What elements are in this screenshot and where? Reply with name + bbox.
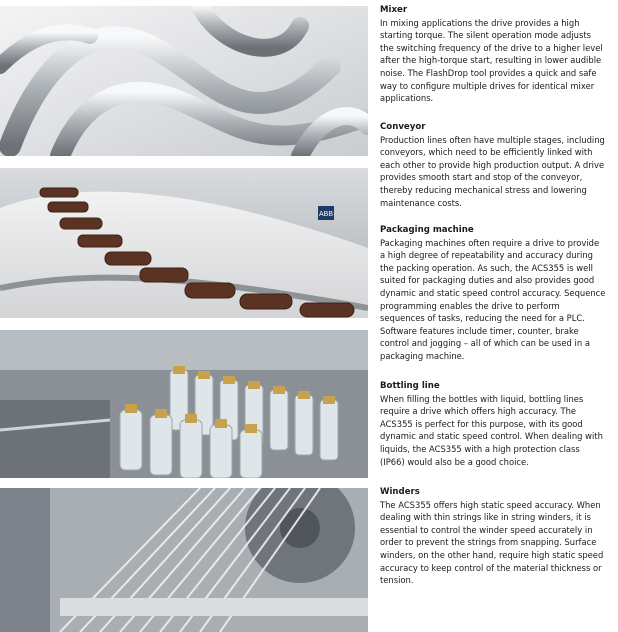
bottling-photo — [0, 330, 368, 478]
section-heading: Packaging machine — [380, 225, 474, 235]
section-heading: Conveyor — [380, 122, 426, 132]
conveyor-photo — [0, 168, 368, 318]
section-mixer — [380, 4, 606, 105]
winders-photo — [0, 488, 368, 632]
section-body: The ACS355 offers high static speed accuracy. When dealing with thin strings like in string winders, it is essential to control the winder speed accurately in order to prevent the strings from snapping. Surface winders, on the other hand, require high static speed accuracy to keep control of the material thickness or tension. — [380, 499, 604, 586]
section-body: In mixing applications the drive provides a high starting torque. The silent operation mode adjusts the switching frequency of the drive to a higher level after the high-torque start, resulting in lower audible noise. The FlashDrop tool provides a quick and safe way to configure multiple drives for identical mixer applications. — [380, 17, 603, 104]
section-body: Production lines often have multiple stages, including conveyors, which need to be efficiently linked with each other to provide high production output. A drive provides smooth start and stop of the conveyor, thereby reducing mechanical stress and lowering maintenance costs. — [380, 134, 605, 208]
mixer-photo — [0, 6, 368, 156]
section-winders — [380, 486, 606, 587]
section-heading: Mixer — [380, 5, 408, 15]
section-bottling-line — [380, 380, 606, 468]
section-conveyor — [380, 121, 606, 209]
section-body: When filling the bottles with liquid, bottling lines require a drive which offers high accuracy. The ACS355 is perfect for this purpose, with its good dynamic and static speed control. When dealing with liquids, the ACS355 with a high protection class (IP66) would also be a good choice. — [380, 393, 603, 467]
section-heading: Bottling line — [380, 381, 440, 391]
section-heading: Winders — [380, 487, 420, 497]
section-packaging-machine — [380, 224, 606, 363]
section-body: Packaging machines often require a drive to provide a high degree of repeatability and accuracy during the packing operation. As such, the ACS355 is well suited for packaging duties and also provides good dynamic and static speed control accuracy. Sequence programming enables the drive to perform sequences of tasks, reducing the need for a PLC. Software features include timer, counter, brake control and jogging – all of which can be used in a packaging machine. — [380, 237, 606, 361]
abb-sticker-text: ABB — [318, 211, 334, 218]
